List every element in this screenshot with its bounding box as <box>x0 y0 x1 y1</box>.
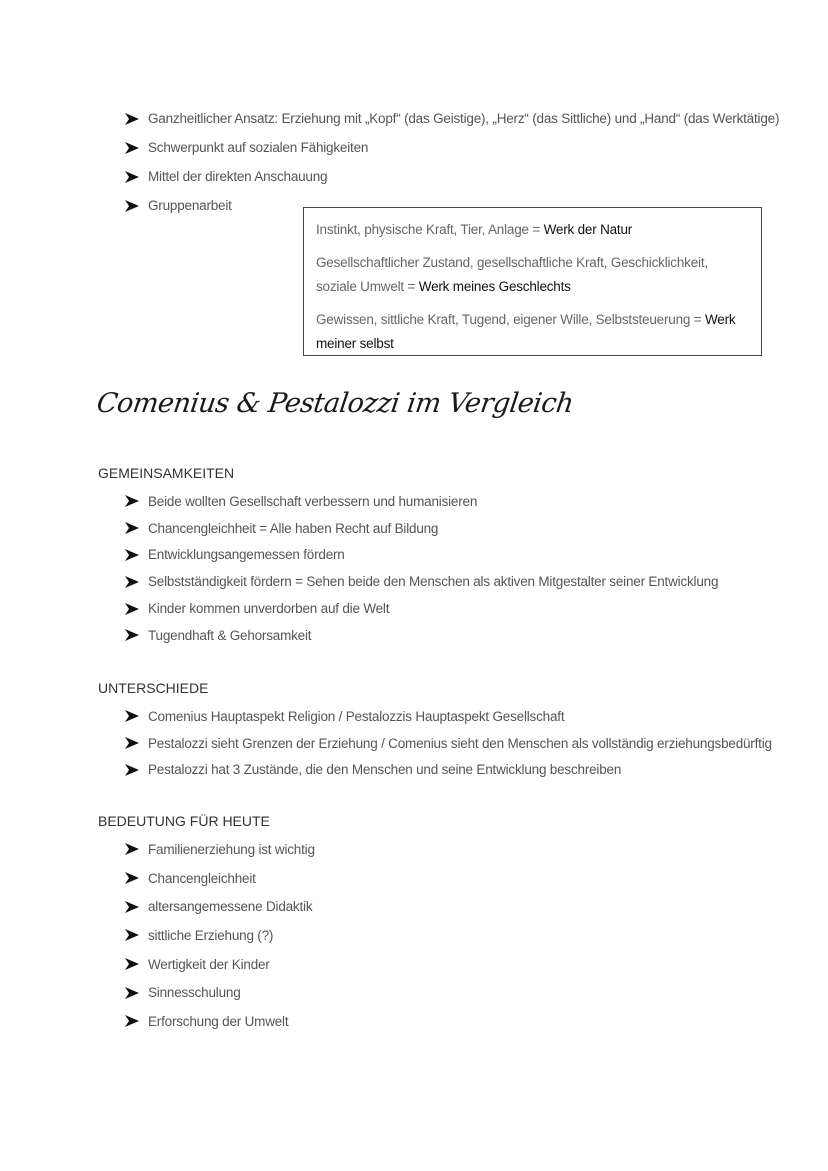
list-item <box>124 950 315 979</box>
arrow-bullet-icon <box>124 548 140 562</box>
list-item-text: Comenius Hauptaspekt Religion / Pestalozzis Hauptaspekt Gesellschaft <box>148 708 565 724</box>
list-item <box>124 703 772 730</box>
arrow-bullet-icon <box>124 575 140 589</box>
list-item <box>124 488 718 515</box>
list-item <box>124 730 772 757</box>
list-item-text: Wertigkeit der Kinder <box>148 956 270 972</box>
list-item-text: Gruppenarbeit <box>148 198 232 213</box>
list-item <box>124 835 315 864</box>
info-line-text: Gewissen, sittliche Kraft, Tugend, eigener Wille, Selbststeuerung = <box>316 312 705 327</box>
info-line-highlight: Werk meiner selbst <box>316 312 736 351</box>
arrow-bullet-icon <box>124 763 140 777</box>
list-item-text: altersangemessene Didaktik <box>148 899 313 915</box>
arrow-bullet-icon <box>124 602 140 616</box>
arrow-bullet-icon <box>124 986 140 1000</box>
list-item <box>124 515 718 542</box>
arrow-bullet-icon <box>124 928 140 942</box>
list-item-text: Pestalozzi sieht Grenzen der Erziehung / Comenius sieht den Menschen als vollständig erziehungsbedürftig <box>148 735 772 751</box>
info-line-nature <box>316 218 749 242</box>
list-item <box>124 921 315 950</box>
list-item-text: Entwicklungsangemessen fördern <box>148 547 345 563</box>
list-item <box>124 1007 315 1036</box>
list-item-text: Ganzheitlicher Ansatz: Erziehung mit „Kopf“ (das Geistige), „Herz“ (das Sittliche) und „Hand“ (das Werktätige) <box>148 111 780 126</box>
list-item-text: Chancengleichheit <box>148 870 256 886</box>
list-item <box>124 133 779 162</box>
list-item <box>124 162 779 191</box>
bedeutung-list <box>124 835 315 1036</box>
arrow-bullet-icon <box>124 871 140 885</box>
list-item-text: Beide wollten Gesellschaft verbessern und humanisieren <box>148 493 478 509</box>
info-line-highlight: Werk meines Geschlechts <box>418 279 571 294</box>
section-heading-unterschiede: UNTERSCHIEDE <box>98 680 209 696</box>
gemeinsamkeiten-list <box>124 488 718 649</box>
list-item <box>124 542 718 569</box>
list-item <box>124 864 315 893</box>
list-item <box>124 978 315 1007</box>
info-line-society <box>316 251 749 299</box>
list-item <box>124 756 772 783</box>
arrow-bullet-icon <box>124 521 140 535</box>
list-item <box>124 892 315 921</box>
info-line-highlight: Werk der Natur <box>543 222 633 237</box>
arrow-bullet-icon <box>124 957 140 971</box>
list-item-text: Pestalozzi hat 3 Zustände, die den Menschen und seine Entwicklung beschreiben <box>148 762 622 778</box>
arrow-bullet-icon <box>124 736 140 750</box>
section-heading-gemeinsamkeiten: GEMEINSAMKEITEN <box>98 465 235 481</box>
list-item <box>124 568 718 595</box>
list-item-text: Tugendhaft & Gehorsamkeit <box>148 627 312 643</box>
arrow-bullet-icon <box>124 494 140 508</box>
arrow-bullet-icon <box>124 141 140 155</box>
list-item-text: Schwerpunkt auf sozialen Fähigkeiten <box>148 140 369 155</box>
list-item <box>124 104 779 133</box>
info-box-three-works <box>303 207 762 356</box>
list-item-text: Mittel der direkten Anschauung <box>148 169 328 184</box>
info-line-text: Gesellschaftlicher Zustand, gesellschaftliche Kraft, Geschicklichkeit, soziale Umwelt = <box>316 255 708 294</box>
arrow-bullet-icon <box>124 170 140 184</box>
comparison-title: Comenius & Pestalozzi im Vergleich <box>94 388 576 419</box>
info-line-text: Instinkt, physische Kraft, Tier, Anlage = <box>316 222 544 237</box>
list-item-text: Kinder kommen unverdorben auf die Welt <box>148 601 390 617</box>
arrow-bullet-icon <box>124 199 140 213</box>
list-item-text: sittliche Erziehung (?) <box>148 927 274 943</box>
list-item <box>124 622 718 649</box>
list-item-text: Selbstständigkeit fördern = Sehen beide den Menschen als aktiven Mitgestalter seiner Entwicklung <box>148 574 719 590</box>
list-item-text: Chancengleichheit = Alle haben Recht auf Bildung <box>148 520 439 536</box>
list-item-text: Familienerziehung ist wichtig <box>148 841 315 857</box>
unterschiede-list <box>124 703 772 783</box>
arrow-bullet-icon <box>124 112 140 126</box>
list-item-text: Erforschung der Umwelt <box>148 1013 289 1029</box>
arrow-bullet-icon <box>124 709 140 723</box>
arrow-bullet-icon <box>124 1014 140 1028</box>
arrow-bullet-icon <box>124 900 140 914</box>
intro-bullet-list <box>124 104 779 220</box>
arrow-bullet-icon <box>124 628 140 642</box>
arrow-bullet-icon <box>124 842 140 856</box>
section-heading-bedeutung: BEDEUTUNG FÜR HEUTE <box>98 813 270 829</box>
info-line-self <box>316 308 749 356</box>
list-item <box>124 595 718 622</box>
list-item-text: Sinnesschulung <box>148 985 241 1001</box>
